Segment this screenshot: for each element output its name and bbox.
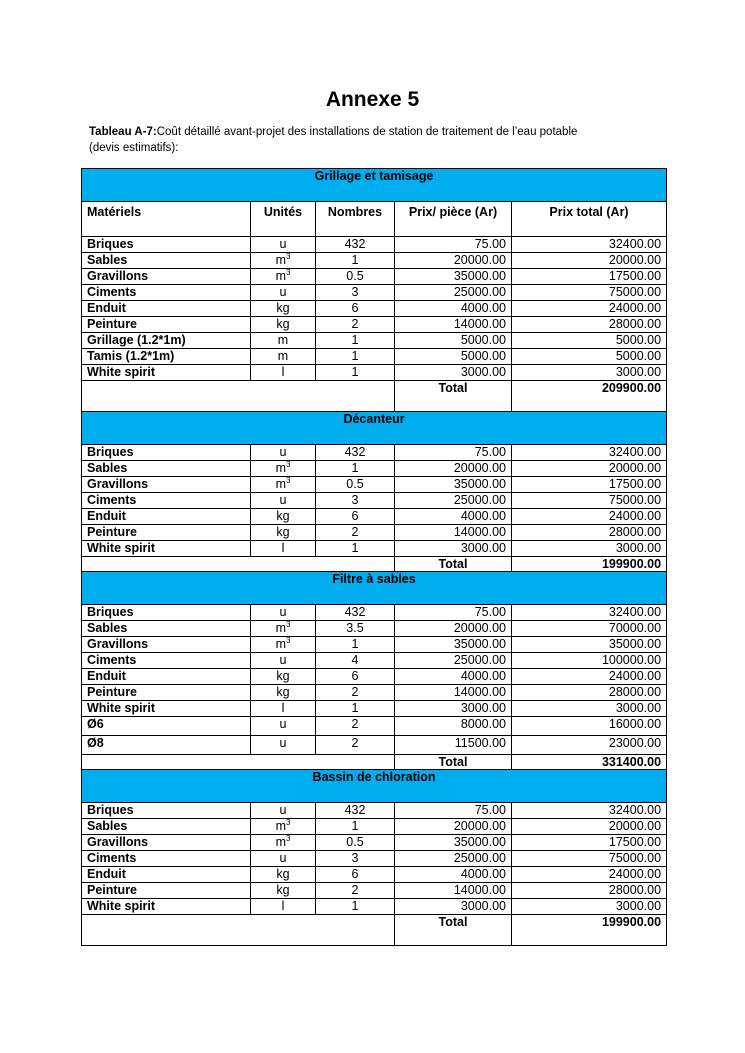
total-price-cell: 17500.00 xyxy=(512,835,667,851)
material-name: Ø6 xyxy=(82,717,251,736)
total-blank xyxy=(82,755,395,770)
unit-cell: kg xyxy=(251,525,316,541)
total-row xyxy=(82,381,667,412)
unit-price-cell: 75.00 xyxy=(395,445,512,461)
column-header: Prix total (Ar) xyxy=(512,202,667,237)
quantity-cell: 1 xyxy=(316,349,395,365)
material-name: Briques xyxy=(82,445,251,461)
section-header xyxy=(82,770,667,803)
quantity-cell: 3 xyxy=(316,493,395,509)
material-name: Tamis (1.2*1m) xyxy=(82,349,251,365)
total-value: 199900.00 xyxy=(512,915,667,946)
material-name: Briques xyxy=(82,803,251,819)
material-name: Sables xyxy=(82,253,251,269)
unit-price-cell: 11500.00 xyxy=(395,736,512,755)
total-price-cell: 17500.00 xyxy=(512,269,667,285)
quantity-cell: 1 xyxy=(316,253,395,269)
material-name: Ø8 xyxy=(82,736,251,755)
total-value: 209900.00 xyxy=(512,381,667,412)
table-row xyxy=(82,525,667,541)
table-row xyxy=(82,803,667,819)
unit-price-cell: 4000.00 xyxy=(395,301,512,317)
section-title: Décanteur xyxy=(82,412,667,445)
material-name: White spirit xyxy=(82,365,251,381)
unit-cell: u xyxy=(251,445,316,461)
quantity-cell: 0.5 xyxy=(316,269,395,285)
total-price-cell: 28000.00 xyxy=(512,883,667,899)
unit-cell: l xyxy=(251,899,316,915)
unit-price-cell: 35000.00 xyxy=(395,269,512,285)
column-header-row xyxy=(82,202,667,237)
unit-price-cell: 14000.00 xyxy=(395,525,512,541)
unit-cell: l xyxy=(251,701,316,717)
material-name: White spirit xyxy=(82,701,251,717)
unit-cell: u xyxy=(251,851,316,867)
total-label: Total xyxy=(395,381,512,412)
table-row xyxy=(82,653,667,669)
material-name: Enduit xyxy=(82,509,251,525)
unit-cell: u xyxy=(251,237,316,253)
material-name: Peinture xyxy=(82,317,251,333)
unit-cell: u xyxy=(251,605,316,621)
quantity-cell: 1 xyxy=(316,333,395,349)
total-price-cell: 32400.00 xyxy=(512,445,667,461)
table-row xyxy=(82,365,667,381)
total-price-cell: 24000.00 xyxy=(512,301,667,317)
total-price-cell: 3000.00 xyxy=(512,541,667,557)
unit-price-cell: 25000.00 xyxy=(395,493,512,509)
unit-cell: u xyxy=(251,653,316,669)
total-label: Total xyxy=(395,755,512,770)
material-name: Peinture xyxy=(82,685,251,701)
total-price-cell: 5000.00 xyxy=(512,333,667,349)
total-label: Total xyxy=(395,557,512,572)
quantity-cell: 1 xyxy=(316,637,395,653)
unit-price-cell: 75.00 xyxy=(395,803,512,819)
section-header xyxy=(82,169,667,202)
unit-cell: l xyxy=(251,365,316,381)
table-row xyxy=(82,541,667,557)
table-row xyxy=(82,835,667,851)
unit-price-cell: 20000.00 xyxy=(395,819,512,835)
quantity-cell: 6 xyxy=(316,509,395,525)
total-value: 331400.00 xyxy=(512,755,667,770)
unit-price-cell: 14000.00 xyxy=(395,685,512,701)
quantity-cell: 0.5 xyxy=(316,835,395,851)
material-name: Ciments xyxy=(82,653,251,669)
caption-label: Tableau A-7: xyxy=(89,126,157,138)
unit-cell: u xyxy=(251,285,316,301)
total-price-cell: 16000.00 xyxy=(512,717,667,736)
unit-price-cell: 3000.00 xyxy=(395,541,512,557)
unit-price-cell: 75.00 xyxy=(395,237,512,253)
total-price-cell: 32400.00 xyxy=(512,237,667,253)
unit-price-cell: 75.00 xyxy=(395,605,512,621)
quantity-cell: 2 xyxy=(316,525,395,541)
table-row xyxy=(82,685,667,701)
total-label: Total xyxy=(395,915,512,946)
table-row xyxy=(82,637,667,653)
total-row xyxy=(82,557,667,572)
quantity-cell: 432 xyxy=(316,445,395,461)
quantity-cell: 3 xyxy=(316,851,395,867)
unit-price-cell: 35000.00 xyxy=(395,835,512,851)
material-name: Ciments xyxy=(82,493,251,509)
total-price-cell: 100000.00 xyxy=(512,653,667,669)
material-name: Peinture xyxy=(82,883,251,899)
total-price-cell: 5000.00 xyxy=(512,349,667,365)
unit-cell: u xyxy=(251,803,316,819)
quantity-cell: 3 xyxy=(316,285,395,301)
total-price-cell: 24000.00 xyxy=(512,509,667,525)
table-row xyxy=(82,736,667,755)
column-header: Prix/ pièce (Ar) xyxy=(395,202,512,237)
total-price-cell: 3000.00 xyxy=(512,701,667,717)
material-name: Briques xyxy=(82,237,251,253)
total-price-cell: 3000.00 xyxy=(512,365,667,381)
total-price-cell: 75000.00 xyxy=(512,493,667,509)
unit-cell: u xyxy=(251,736,316,755)
material-name: Sables xyxy=(82,819,251,835)
unit-cell: $m^3$ xyxy=(251,819,316,835)
unit-cell: $m^3$ xyxy=(251,477,316,493)
total-price-cell: 32400.00 xyxy=(512,803,667,819)
table-row xyxy=(82,867,667,883)
unit-cell: kg xyxy=(251,867,316,883)
table-caption xyxy=(89,124,609,156)
quantity-cell: 432 xyxy=(316,605,395,621)
unit-cell: m xyxy=(251,349,316,365)
table-row xyxy=(82,851,667,867)
material-name: Enduit xyxy=(82,301,251,317)
table-row xyxy=(82,477,667,493)
total-price-cell: 32400.00 xyxy=(512,605,667,621)
unit-price-cell: 4000.00 xyxy=(395,509,512,525)
quantity-cell: 2 xyxy=(316,883,395,899)
cost-table xyxy=(81,168,667,946)
total-price-cell: 17500.00 xyxy=(512,477,667,493)
quantity-cell: 1 xyxy=(316,541,395,557)
material-name: Ciments xyxy=(82,851,251,867)
table-row xyxy=(82,285,667,301)
quantity-cell: 4 xyxy=(316,653,395,669)
total-price-cell: 20000.00 xyxy=(512,253,667,269)
table-row xyxy=(82,509,667,525)
column-header: Matériels xyxy=(82,202,251,237)
unit-price-cell: 25000.00 xyxy=(395,653,512,669)
table-row xyxy=(82,605,667,621)
column-header: Unités xyxy=(251,202,316,237)
material-name: Enduit xyxy=(82,669,251,685)
unit-cell: $m^3$ xyxy=(251,269,316,285)
table-row xyxy=(82,301,667,317)
unit-price-cell: 3000.00 xyxy=(395,701,512,717)
material-name: Gravillons xyxy=(82,477,251,493)
total-price-cell: 24000.00 xyxy=(512,669,667,685)
material-name: White spirit xyxy=(82,541,251,557)
table-row xyxy=(82,333,667,349)
unit-cell: $m^3$ xyxy=(251,835,316,851)
unit-cell: $m^3$ xyxy=(251,253,316,269)
section-header xyxy=(82,572,667,605)
unit-cell: l xyxy=(251,541,316,557)
table-row xyxy=(82,253,667,269)
unit-price-cell: 35000.00 xyxy=(395,477,512,493)
quantity-cell: 0.5 xyxy=(316,477,395,493)
unit-price-cell: 5000.00 xyxy=(395,333,512,349)
quantity-cell: 1 xyxy=(316,899,395,915)
unit-cell: kg xyxy=(251,301,316,317)
total-blank xyxy=(82,381,395,412)
table-row xyxy=(82,883,667,899)
quantity-cell: 2 xyxy=(316,685,395,701)
total-price-cell: 28000.00 xyxy=(512,317,667,333)
quantity-cell: 6 xyxy=(316,301,395,317)
total-price-cell: 23000.00 xyxy=(512,736,667,755)
total-blank xyxy=(82,915,395,946)
unit-cell: kg xyxy=(251,317,316,333)
total-value: 199900.00 xyxy=(512,557,667,572)
total-row xyxy=(82,755,667,770)
unit-price-cell: 4000.00 xyxy=(395,867,512,883)
unit-cell: kg xyxy=(251,883,316,899)
total-price-cell: 35000.00 xyxy=(512,637,667,653)
total-price-cell: 24000.00 xyxy=(512,867,667,883)
quantity-cell: 1 xyxy=(316,365,395,381)
total-price-cell: 75000.00 xyxy=(512,285,667,301)
section-title: Filtre à sables xyxy=(82,572,667,605)
total-blank xyxy=(82,557,395,572)
unit-price-cell: 25000.00 xyxy=(395,851,512,867)
unit-price-cell: 35000.00 xyxy=(395,637,512,653)
unit-cell: u xyxy=(251,493,316,509)
quantity-cell: 1 xyxy=(316,461,395,477)
total-price-cell: 28000.00 xyxy=(512,525,667,541)
table-row xyxy=(82,445,667,461)
unit-price-cell: 20000.00 xyxy=(395,253,512,269)
unit-price-cell: 20000.00 xyxy=(395,621,512,637)
unit-cell: $m^3$ xyxy=(251,637,316,653)
caption-text: Coût détaillé avant-projet des installations de station de traitement de l’eau potable (devis estimatifs): xyxy=(89,126,578,154)
unit-price-cell: 8000.00 xyxy=(395,717,512,736)
material-name: Briques xyxy=(82,605,251,621)
total-row xyxy=(82,915,667,946)
unit-price-cell: 5000.00 xyxy=(395,349,512,365)
quantity-cell: 1 xyxy=(316,819,395,835)
total-price-cell: 3000.00 xyxy=(512,899,667,915)
material-name: White spirit xyxy=(82,899,251,915)
table-row xyxy=(82,237,667,253)
unit-cell: u xyxy=(251,717,316,736)
page-title: Annexe 5 xyxy=(325,88,420,111)
unit-price-cell: 3000.00 xyxy=(395,899,512,915)
unit-cell: kg xyxy=(251,685,316,701)
total-price-cell: 75000.00 xyxy=(512,851,667,867)
material-name: Sables xyxy=(82,621,251,637)
unit-price-cell: 25000.00 xyxy=(395,285,512,301)
quantity-cell: 1 xyxy=(316,701,395,717)
unit-price-cell: 4000.00 xyxy=(395,669,512,685)
total-price-cell: 20000.00 xyxy=(512,461,667,477)
quantity-cell: 2 xyxy=(316,736,395,755)
total-price-cell: 20000.00 xyxy=(512,819,667,835)
material-name: Gravillons xyxy=(82,269,251,285)
table-row xyxy=(82,701,667,717)
unit-cell: kg xyxy=(251,509,316,525)
table-row xyxy=(82,819,667,835)
material-name: Gravillons xyxy=(82,835,251,851)
quantity-cell: 3.5 xyxy=(316,621,395,637)
material-name: Sables xyxy=(82,461,251,477)
table-row xyxy=(82,349,667,365)
table-row xyxy=(82,317,667,333)
unit-cell: kg xyxy=(251,669,316,685)
material-name: Enduit xyxy=(82,867,251,883)
column-header: Nombres xyxy=(316,202,395,237)
unit-price-cell: 20000.00 xyxy=(395,461,512,477)
material-name: Grillage (1.2*1m) xyxy=(82,333,251,349)
quantity-cell: 432 xyxy=(316,237,395,253)
table-row xyxy=(82,621,667,637)
table-row xyxy=(82,461,667,477)
quantity-cell: 2 xyxy=(316,717,395,736)
unit-price-cell: 14000.00 xyxy=(395,317,512,333)
unit-cell: m xyxy=(251,333,316,349)
unit-cell: $m^3$ xyxy=(251,621,316,637)
total-price-cell: 28000.00 xyxy=(512,685,667,701)
quantity-cell: 6 xyxy=(316,867,395,883)
table-row xyxy=(82,493,667,509)
table-row xyxy=(82,717,667,736)
total-price-cell: 70000.00 xyxy=(512,621,667,637)
table-row xyxy=(82,269,667,285)
unit-cell: $m^3$ xyxy=(251,461,316,477)
section-title: Bassin de chloration xyxy=(82,770,667,803)
table-row xyxy=(82,669,667,685)
quantity-cell: 6 xyxy=(316,669,395,685)
unit-price-cell: 14000.00 xyxy=(395,883,512,899)
unit-price-cell: 3000.00 xyxy=(395,365,512,381)
quantity-cell: 2 xyxy=(316,317,395,333)
section-title: Grillage et tamisage xyxy=(82,169,667,202)
quantity-cell: 432 xyxy=(316,803,395,819)
section-header xyxy=(82,412,667,445)
material-name: Ciments xyxy=(82,285,251,301)
table-row xyxy=(82,899,667,915)
material-name: Gravillons xyxy=(82,637,251,653)
material-name: Peinture xyxy=(82,525,251,541)
